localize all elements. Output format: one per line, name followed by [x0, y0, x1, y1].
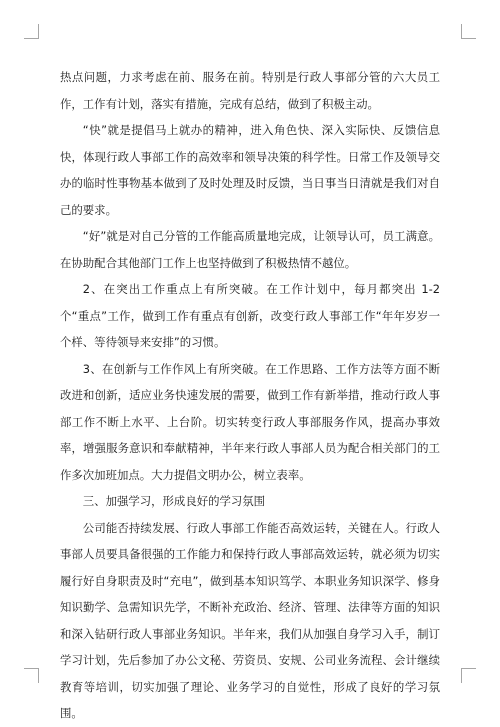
paragraph: 3、在创新与工作作风上有所突破。在工作思路、工作方法等方面不断改进和创新，适应业务快速发展的需要，做到工作有新举措，推动行政人事部工作不断上水平、上台阶。切实转变行政人事部服务作风，提高办事效率，增强服务意识和奉献精神，半年来行政人事部人员为配合相关部门的工作多次加班加点。大力提倡文明办公，树立表率。 — [60, 361, 440, 482]
crop-mark-bottom-right — [461, 668, 476, 683]
paragraph: “快”就是提倡马上就办的精神，进入角色快、深入实际快、反馈信息快，体现行政人事部工作的高效率和领导决策的科学性。日常工作及领导交办的临时性事物基本做到了及时处理及时反馈，当日事当日清就是我们对自己的要求。 — [60, 123, 440, 217]
crop-mark-bottom-left — [24, 668, 39, 683]
paragraph: 2、在突出工作重点上有所突破。在工作计划中，每月都突出 1-2 个“重点”工作，做到工作有重点有创新，改变行政人事部工作“年年岁岁一个样、等待领导来安排”的习惯。 — [60, 282, 440, 349]
section-heading: 三、加强学习，形成良好的学习氛围 — [82, 494, 266, 508]
paragraph: “好”就是对自己分管的工作能高质量地完成，让领导认可，员工满意。在协助配合其他部门工作上也坚持做到了积极热情不越位。 — [60, 229, 440, 270]
crop-mark-top-right — [461, 24, 476, 39]
crop-mark-top-left — [24, 24, 39, 39]
document-body — [60, 64, 440, 727]
paragraph: 热点问题，力求考虑在前、服务在前。特别是行政人事部分管的六大员工作，工作有计划，落实有措施，完成有总结，做到了积极主动。 — [60, 70, 440, 111]
paragraph: 公司能否持续发展、行政人事部工作能否高效运转，关键在人。行政人事部人员要具备很强的工作能力和保持行政人事部高效运转，就必须为切实履行好自身职责及时“充电”，做到基本知识笃学、本职业务知识深学、修身知识勤学、急需知识先学，不断补充政治、经济、管理、法律等方面的知识和深入钻研行政人事部业务知识。半年来，我们从加强自身学习入手，制订学习计划，先后参加了办公文秘、劳资员、安规、公司业务流程、会计继续教育等培训，切实加强了理论、业务学习的自觉性，形成了良好的学习氛围。 — [60, 520, 440, 720]
